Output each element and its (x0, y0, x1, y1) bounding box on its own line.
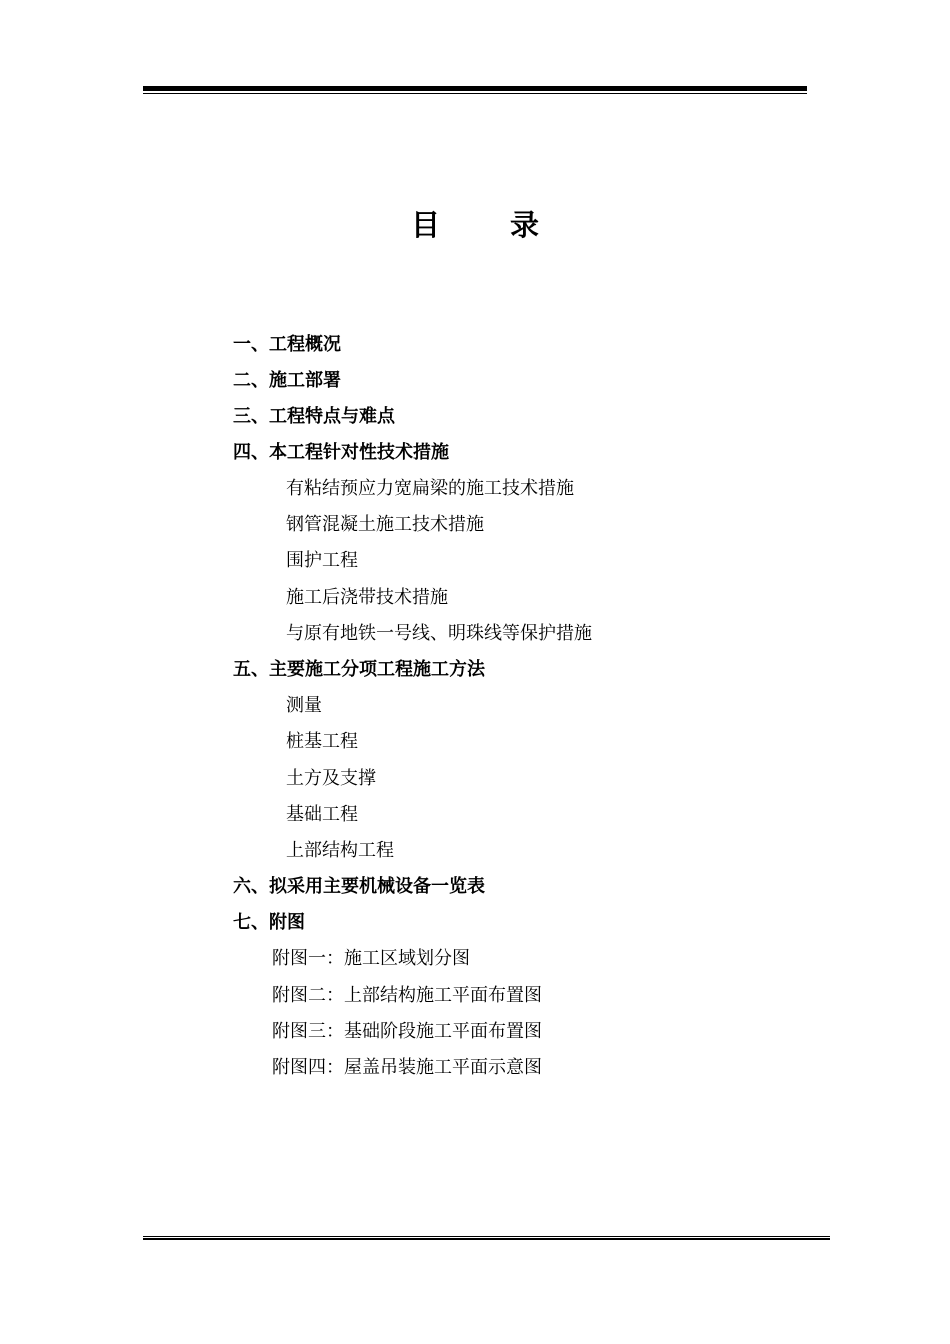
toc-subsection-item: 围护工程 (286, 550, 358, 571)
toc-subsection-item: 有粘结预应力宽扁梁的施工技术措施 (286, 478, 574, 499)
toc-section-item: 三、工程特点与难点 (233, 406, 395, 427)
toc-appendix-item: 附图四：屋盖吊装施工平面示意图 (272, 1057, 542, 1078)
toc-subsection-item: 施工后浇带技术措施 (286, 587, 448, 608)
toc-section-item: 五、主要施工分项工程施工方法 (233, 659, 485, 680)
toc-section-item: 七、附图 (233, 912, 305, 933)
toc-appendix-item: 附图一：施工区域划分图 (272, 948, 470, 969)
toc-subsection-item: 土方及支撑 (286, 768, 376, 789)
footer-rule-thin (143, 1236, 830, 1237)
toc-subsection-item: 钢管混凝土施工技术措施 (286, 514, 484, 535)
footer-rule-thick (143, 1238, 830, 1240)
toc-section-item: 一、工程概况 (233, 334, 341, 355)
toc-section-item: 二、施工部署 (233, 370, 341, 391)
toc-subsection-item: 与原有地铁一号线、明珠线等保护措施 (286, 623, 592, 644)
toc-subsection-item: 基础工程 (286, 804, 358, 825)
toc-subsection-item: 上部结构工程 (286, 840, 394, 861)
page-title: 目 录 (410, 208, 570, 242)
header-rule-thick (143, 86, 807, 91)
toc-subsection-item: 测量 (286, 695, 322, 716)
toc-section-item: 四、本工程针对性技术措施 (233, 442, 449, 463)
toc-subsection-item: 桩基工程 (286, 731, 358, 752)
header-rule-thin (143, 93, 807, 94)
toc-appendix-item: 附图二：上部结构施工平面布置图 (272, 985, 542, 1006)
toc-section-item: 六、拟采用主要机械设备一览表 (233, 876, 485, 897)
toc-appendix-item: 附图三：基础阶段施工平面布置图 (272, 1021, 542, 1042)
